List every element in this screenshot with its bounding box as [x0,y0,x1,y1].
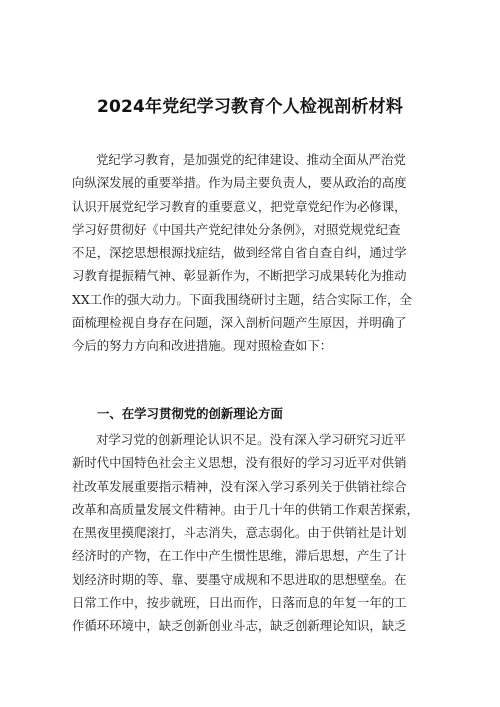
paragraph-line: 在黑夜里摸爬滚打，斗志消失，意志弱化。由于供销社是计划 [72,525,407,541]
paragraph-line: 日常工作中，按步就班，日出而作，日落而息的年复一年的工 [72,595,407,611]
paragraph-line: XX工作的强大动力。下面我围绕研讨主题，结合实际工作，全 [72,291,412,307]
paragraph-line: 向纵深发展的重要举措。作为局主要负责人，要从政治的高度 [72,175,407,191]
paragraph-line: 学习好贯彻好《中国共产党纪律处分条例》，对照党规党纪查 [72,221,401,237]
paragraph-line: 习教育提振精气神、彰显新作为，不断把学习成果转化为推动 [72,268,407,284]
paragraph-line: 划经济时期的等、靠、要墨守成规和不思进取的思想壁垒。在 [72,571,407,587]
paragraph-line: 党纪学习教育，是加强党的纪律建设、推动全面从严治党 [96,152,406,167]
paragraph-line: 今后的努力方向和改进措施。现对照检查如下： [72,338,333,354]
section-paragraph [72,428,436,638]
document-title: 2024年党纪学习教育个人检视剖析材料 [96,97,404,117]
paragraph-line: 认识开展党纪学习教育的重要意义，把党章党纪作为必修课， [72,198,407,214]
paragraph-line: 新时代中国特色社会主义思想，没有很好的学习习近平对供销 [72,455,407,471]
paragraph-line: 社改革发展重要指示精神，没有深入学习系列关于供销社综合 [72,478,407,494]
paragraph-line: 改革和高质量发展文件精神。由于几十年的供销工作艰苦探索， [72,501,419,517]
paragraph-line: 面梳理检视自身存在问题，深入剖析问题产生原因，并明确了 [72,315,407,331]
paragraph-line: 经济时的产物，在工作中产生惯性思维，滞后思想，产生了计 [72,548,407,564]
paragraph-line: 不足，深挖思想根源找症结，做到经常自省自查自纠，通过学 [72,245,407,261]
paragraph-line: 对学习党的创新理论认识不足。没有深入学习研究习近平 [96,432,406,447]
section-heading: 一、在学习贯彻党的创新理论方面 [97,406,283,421]
intro-paragraph [72,148,436,358]
paragraph-line: 作循环环境中，缺乏创新创业斗志，缺乏创新理论知识，缺乏 [72,618,407,634]
